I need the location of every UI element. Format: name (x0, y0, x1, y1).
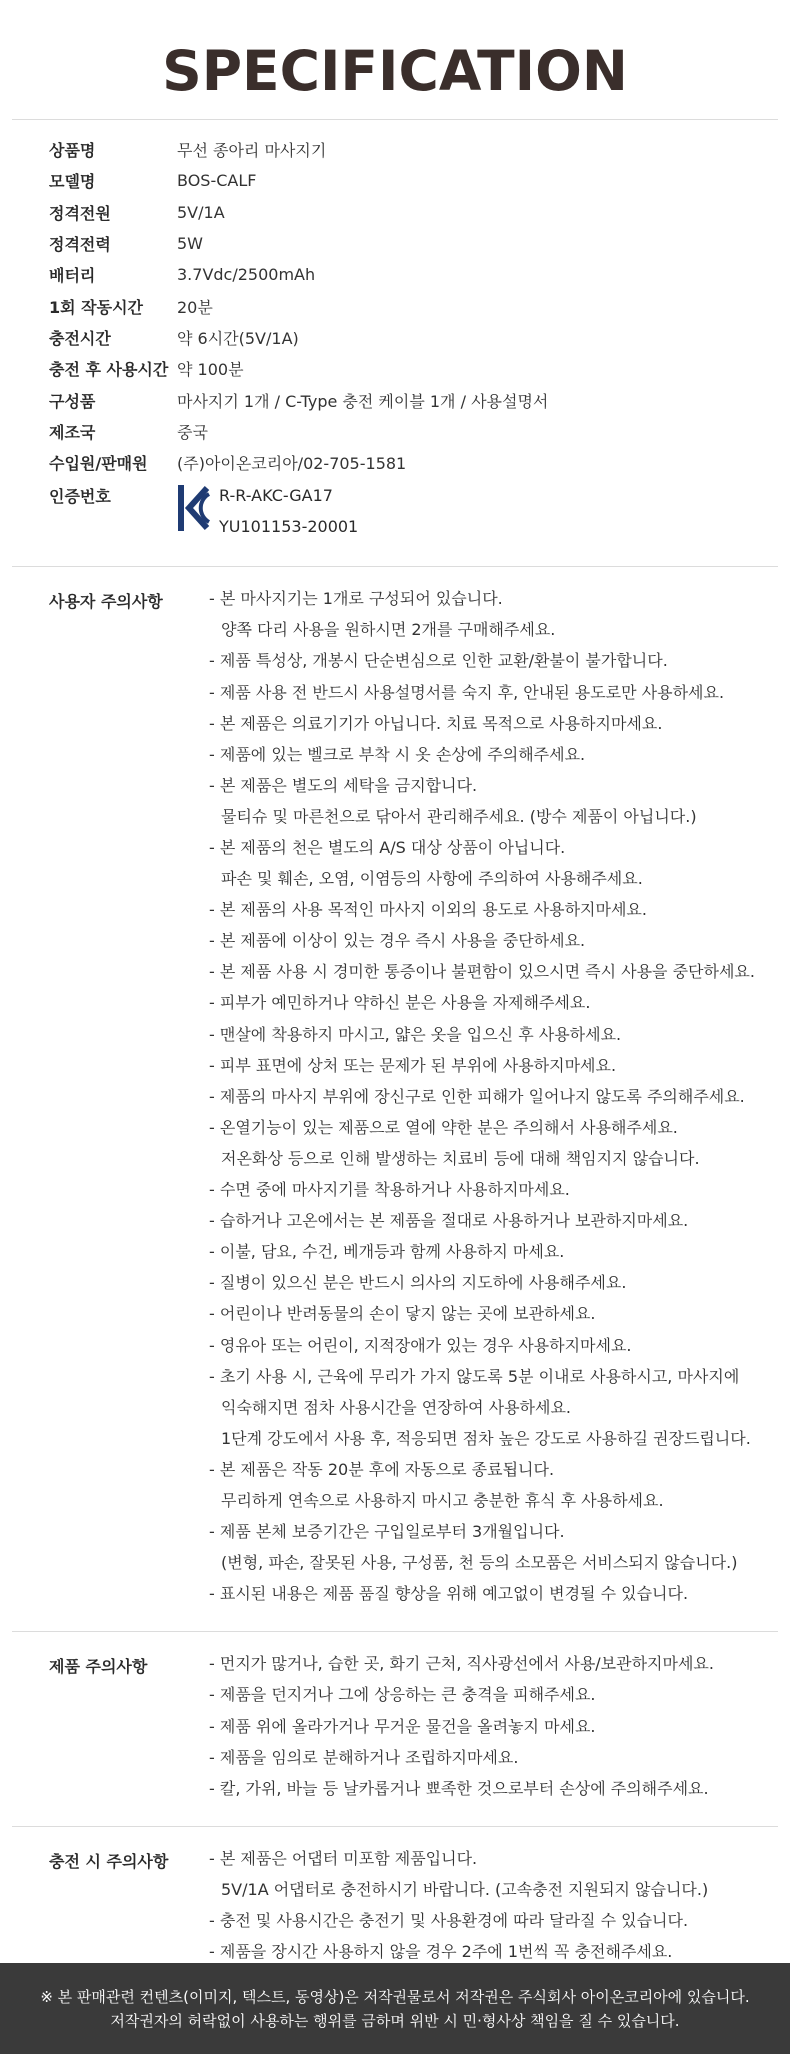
caution-line: - 피부가 예민하거나 약하신 분은 사용을 자제해주세요. (209, 993, 591, 1013)
caution-line: - 본 제품은 별도의 세탁을 금지합니다. (209, 775, 478, 795)
spec-label: 구성품 (49, 391, 96, 411)
certification-numbers (219, 480, 358, 542)
spec-value: 20분 (177, 297, 213, 317)
section-label: 충전 시 주의사항 (49, 1851, 169, 1871)
spec-label: 배터리 (49, 266, 96, 286)
section-body (209, 1648, 778, 1803)
spec-label: 제조국 (49, 422, 96, 442)
caution-line: - 본 제품은 어댑터 미포함 제품입니다. (209, 1848, 478, 1868)
spec-row (12, 290, 778, 321)
caution-line: - 제품 본체 보증기간은 구입일로부터 3개월입니다. (209, 1522, 565, 1542)
caution-line: - 수면 중에 마사지기를 착용하거나 사용하지마세요. (209, 1180, 570, 1200)
spec-value: 무선 종아리 마사지기 (177, 141, 327, 161)
caution-line: - 이불, 담요, 수건, 베개등과 함께 사용하지 마세요. (209, 1242, 565, 1262)
caution-line: - 제품을 장시간 사용하지 않을 경우 2주에 1번씩 꼭 충전해주세요. (209, 1942, 673, 1962)
caution-line: 1단계 강도에서 사용 후, 적응되면 점차 높은 강도로 사용하길 권장드립니다. (221, 1428, 751, 1448)
caution-line: - 제품 사용 전 반드시 사용설명서를 숙지 후, 안내된 용도로만 사용하세요. (209, 682, 725, 702)
spec-table (12, 120, 778, 567)
caution-line: - 칼, 가위, 바늘 등 날카롭거나 뾰족한 것으로부터 손상에 주의해주세요. (209, 1778, 709, 1798)
caution-line: - 제품 특성상, 개봉시 단순변심으로 인한 교환/환불이 불가합니다. (209, 651, 668, 671)
caution-line: 파손 및 훼손, 오염, 이염등의 사항에 주의하여 사용해주세요. (221, 869, 643, 889)
caution-line: 5V/1A 어댑터로 충전하시기 바랍니다. (고속충전 지원되지 않습니다.) (221, 1879, 709, 1899)
caution-line: - 본 제품의 천은 별도의 A/S 대상 상품이 아닙니다. (209, 838, 566, 858)
spec-row (12, 384, 778, 415)
spec-label: 정격전력 (49, 235, 111, 255)
kc-mark-icon (177, 484, 211, 532)
caution-line: 저온화상 등으로 인해 발생하는 치료비 등에 대해 책임지지 않습니다. (221, 1148, 700, 1168)
caution-line: - 충전 및 사용시간은 충전기 및 사용환경에 따라 달라질 수 있습니다. (209, 1911, 689, 1931)
caution-line: - 본 제품은 작동 20분 후에 자동으로 종료됩니다. (209, 1459, 555, 1479)
caution-line: - 본 마사지기는 1개로 구성되어 있습니다. (209, 589, 503, 609)
certification-row (12, 480, 778, 542)
spec-value: 중국 (177, 422, 208, 442)
spec-label: 모델명 (49, 172, 96, 192)
caution-line: - 본 제품 사용 시 경미한 통증이나 불편함이 있으시면 즉시 사용을 중단하세요. (209, 962, 755, 982)
section-body (209, 583, 778, 1609)
spec-label: 상품명 (49, 141, 96, 161)
spec-row (12, 322, 778, 353)
caution-line: (변형, 파손, 잘못된 사용, 구성품, 천 등의 소모품은 서비스되지 않습니다.) (221, 1553, 738, 1573)
caution-line: - 습하거나 고온에서는 본 제품을 절대로 사용하거나 보관하지마세요. (209, 1211, 689, 1231)
copyright-line: 저작권자의 허락없이 사용하는 행위를 금하며 위반 시 민·형사상 책임을 질 수 있습니다. (110, 2012, 680, 2030)
spec-value: 약 6시간(5V/1A) (177, 328, 299, 348)
spec-row (12, 259, 778, 290)
spec-row (12, 416, 778, 447)
caution-line: - 본 제품은 의료기기가 아닙니다. 치료 목적으로 사용하지마세요. (209, 713, 663, 733)
product-caution-section (12, 1632, 778, 1826)
spec-value: BOS-CALF (177, 171, 257, 191)
caution-line: - 질병이 있으신 분은 반드시 의사의 지도하에 사용해주세요. (209, 1273, 627, 1293)
spec-label: 정격전원 (49, 203, 111, 223)
copyright-footer (0, 1963, 790, 2054)
spec-value: 마사지기 1개 / C-Type 충전 케이블 1개 / 사용설명서 (177, 391, 549, 411)
caution-line: - 먼지가 많거나, 습한 곳, 화기 근처, 직사광선에서 사용/보관하지마세요. (209, 1654, 714, 1674)
caution-line: - 제품 위에 올라가거나 무거운 물건을 올려놓지 마세요. (209, 1716, 596, 1736)
spec-value: 5V/1A (177, 202, 225, 222)
caution-line: - 제품에 있는 벨크로 부착 시 옷 손상에 주의해주세요. (209, 744, 586, 764)
section-body (209, 1843, 778, 1967)
spec-row (12, 134, 778, 165)
spec-label: 수입원/판매원 (49, 454, 148, 474)
spec-label: 충전시간 (49, 328, 111, 348)
caution-line: - 영유아 또는 어린이, 지적장애가 있는 경우 사용하지마세요. (209, 1335, 632, 1355)
caution-line: - 제품의 마사지 부위에 장신구로 인한 피해가 일어나지 않도록 주의해주세요. (209, 1086, 745, 1106)
section-label: 제품 주의사항 (49, 1657, 148, 1677)
user-caution-section (12, 567, 778, 1632)
spec-label: 1회 작동시간 (49, 297, 143, 317)
spec-value: 5W (177, 234, 203, 254)
page-title: SPECIFICATION (12, 0, 778, 120)
caution-line: - 초기 사용 시, 근육에 무리가 가지 않도록 5분 이내로 사용하시고, 마사지에 (209, 1366, 740, 1386)
certification-box (177, 480, 358, 542)
caution-line: - 맨살에 착용하지 마시고, 얇은 옷을 입으신 후 사용하세요. (209, 1024, 622, 1044)
caution-line: - 어린이나 반려동물의 손이 닿지 않는 곳에 보관하세요. (209, 1304, 596, 1324)
spec-value: (주)아이온코리아/02-705-1581 (177, 454, 407, 474)
caution-line: 양쪽 다리 사용을 원하시면 2개를 구매해주세요. (221, 620, 556, 640)
caution-line: - 피부 표면에 상처 또는 문제가 된 부위에 사용하지마세요. (209, 1055, 617, 1075)
cert-number: R-R-AKC-GA17 (219, 486, 333, 506)
spec-label: 인증번호 (49, 487, 111, 507)
copyright-line: ※ 본 판매관련 컨텐츠(이미지, 텍스트, 동영상)은 저작권물로서 저작권은 주식회사 아이온코리아에 있습니다. (40, 1988, 750, 2006)
spec-label: 충전 후 사용시간 (49, 360, 169, 380)
spec-row (12, 197, 778, 228)
spec-row (12, 228, 778, 259)
spec-row (12, 165, 778, 196)
caution-line: - 본 제품의 사용 목적인 마사지 이외의 용도로 사용하지마세요. (209, 900, 647, 920)
caution-line: - 표시된 내용은 제품 품질 향상을 위해 예고없이 변경될 수 있습니다. (209, 1584, 689, 1604)
caution-line: 익숙해지면 점차 사용시간을 연장하여 사용하세요. (221, 1397, 572, 1417)
caution-line: - 제품을 임의로 분해하거나 조립하지마세요. (209, 1747, 519, 1767)
cert-number: YU101153-20001 (219, 517, 359, 537)
caution-line: 물티슈 및 마른천으로 닦아서 관리해주세요. (방수 제품이 아닙니다.) (221, 806, 697, 826)
caution-line: - 본 제품에 이상이 있는 경우 즉시 사용을 중단하세요. (209, 931, 586, 951)
spec-value: 3.7Vdc/2500mAh (177, 265, 316, 285)
spec-row (12, 353, 778, 384)
caution-line: 무리하게 연속으로 사용하지 마시고 충분한 휴식 후 사용하세요. (221, 1490, 664, 1510)
caution-line: - 온열기능이 있는 제품으로 열에 약한 분은 주의해서 사용해주세요. (209, 1117, 678, 1137)
caution-line: - 제품을 던지거나 그에 상응하는 큰 충격을 피해주세요. (209, 1685, 596, 1705)
spec-value: 약 100분 (177, 360, 244, 380)
spec-row (12, 447, 778, 478)
section-label: 사용자 주의사항 (49, 592, 163, 612)
